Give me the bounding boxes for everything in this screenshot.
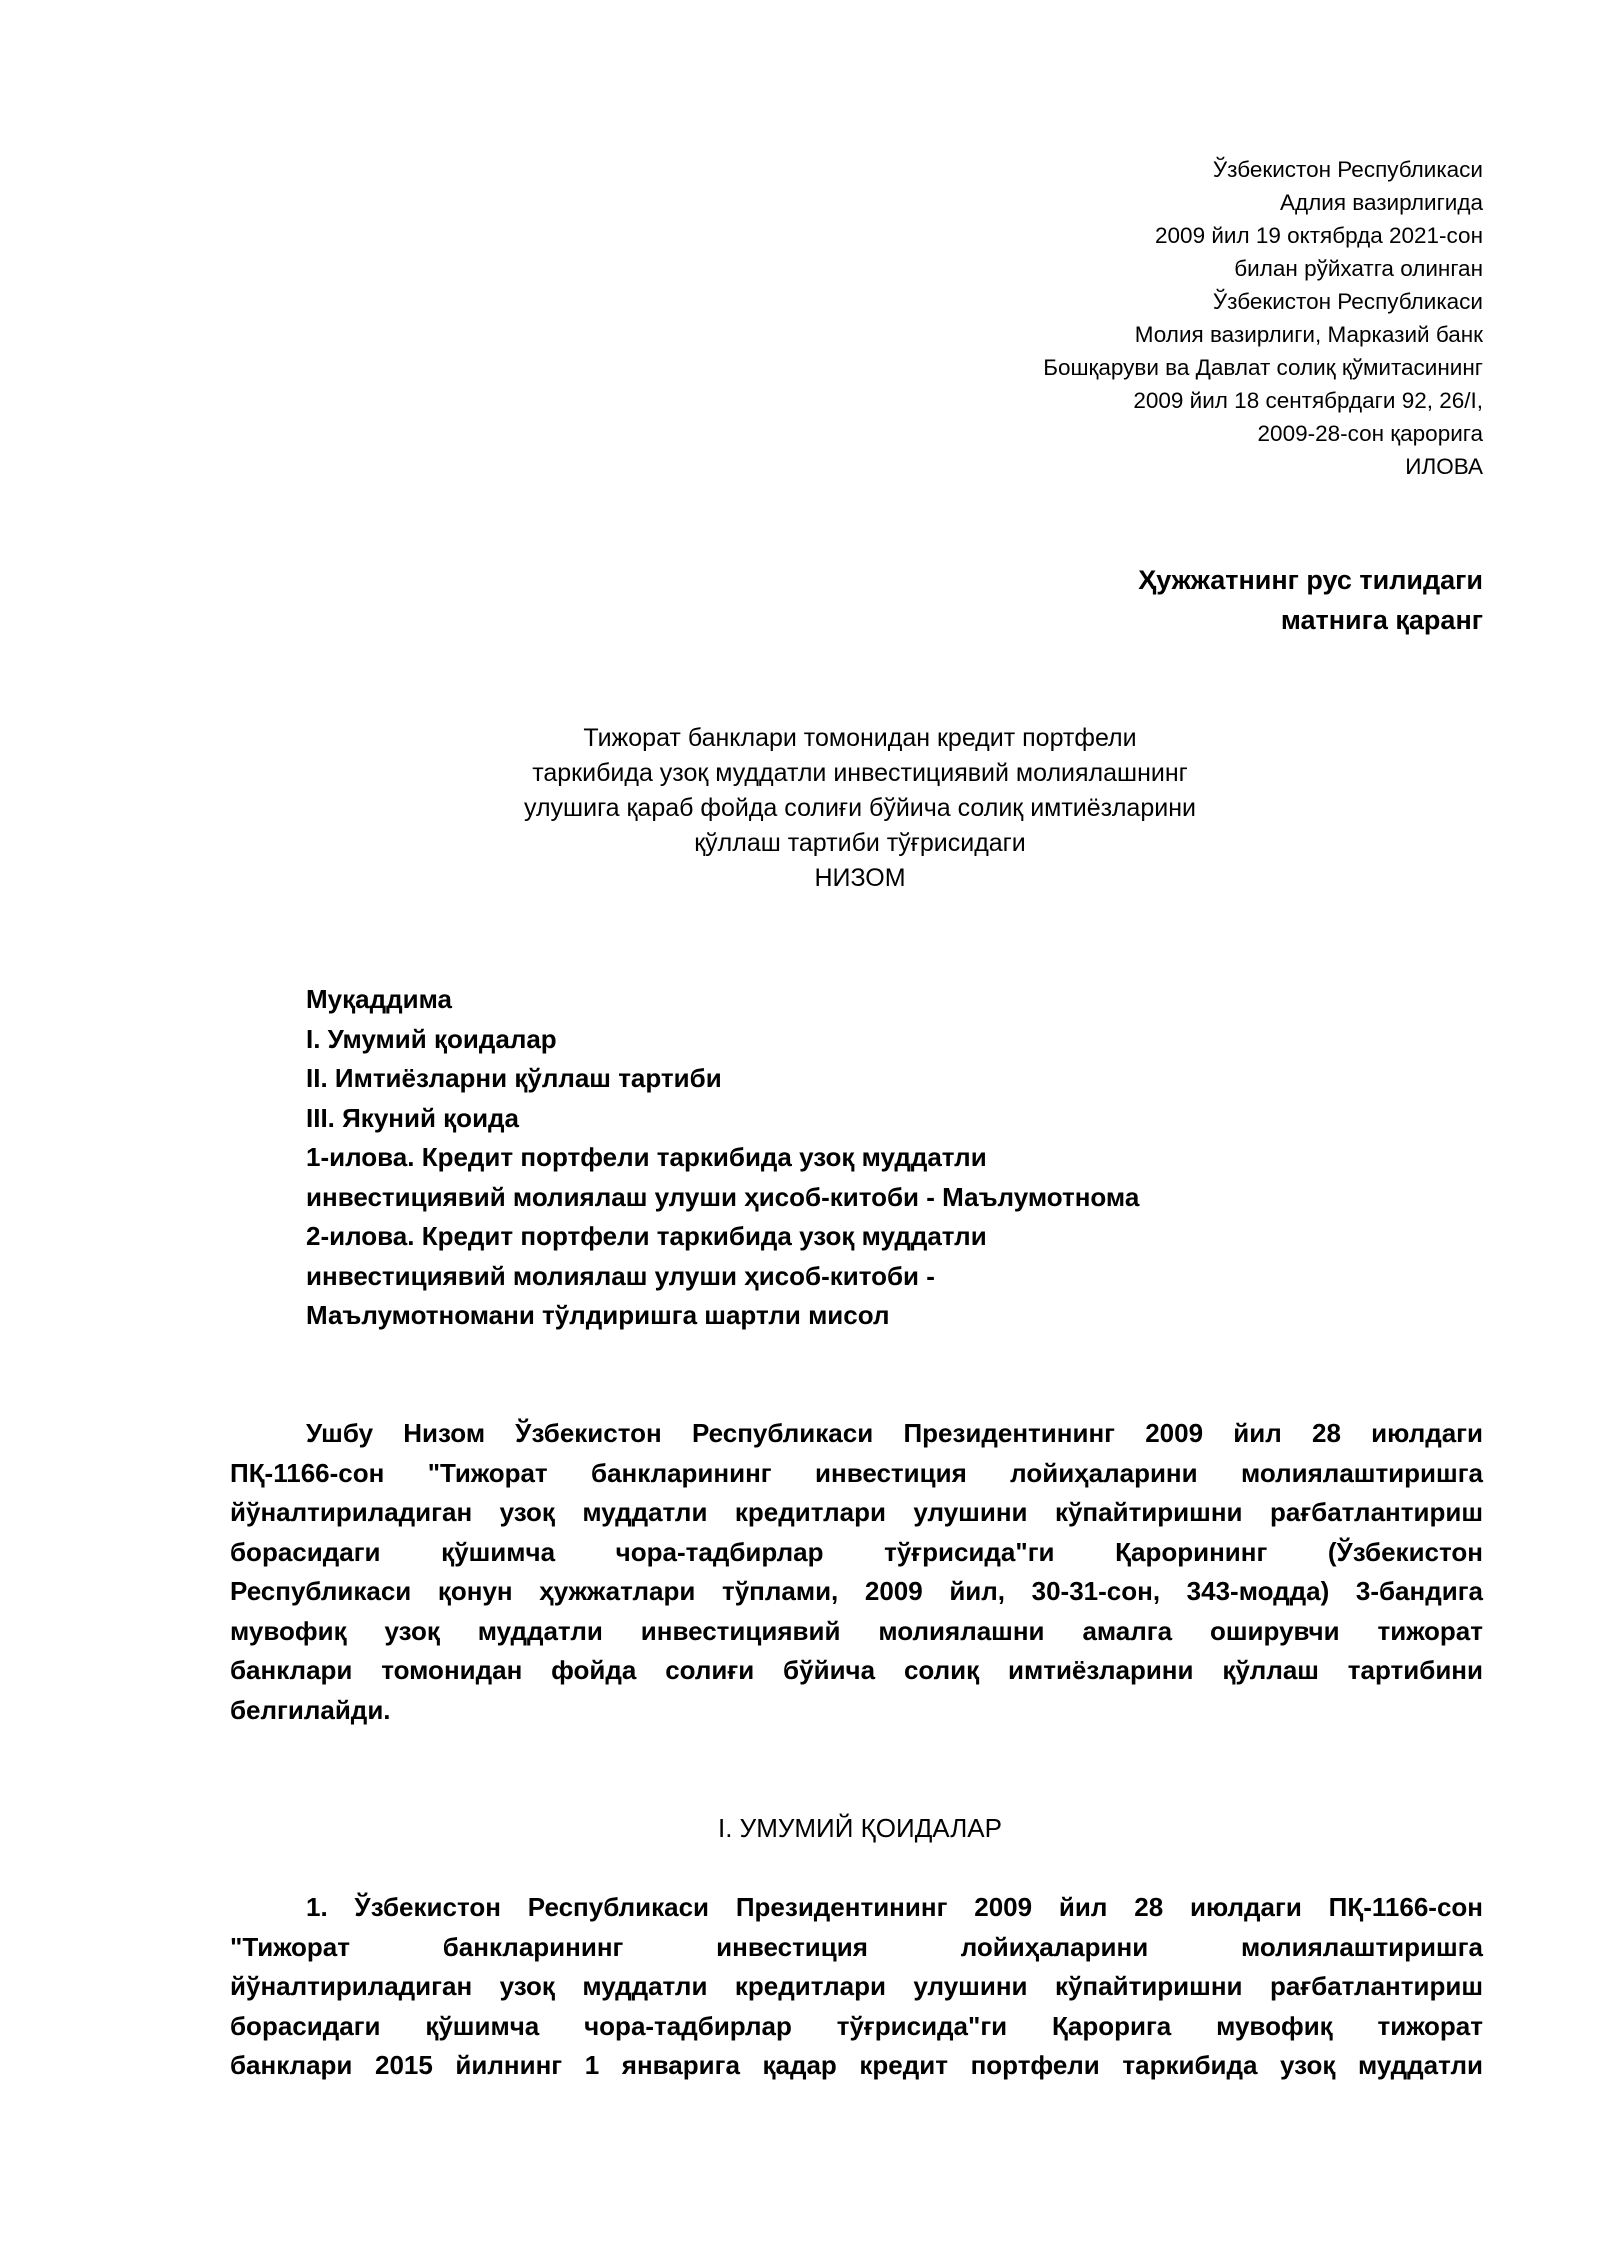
registration-line: ИЛОВА: [1405, 454, 1483, 479]
registration-line: 2009 йил 18 сентябрдаги 92, 26/I,: [1133, 388, 1483, 413]
preamble-line: ПҚ-1166-сон "Тижорат банкларининг инвестиция лойиҳаларини молиялаштиришга: [230, 1457, 1483, 1488]
toc-item[interactable]: III. Якуний қоида: [306, 1102, 520, 1133]
preamble-line: Ушбу Низом Ўзбекистон Республикаси Президентининг 2009 йил 28 июлдаги: [306, 1418, 1483, 1448]
point-1-line: "Тижорат банкларининг инвестиция лойиҳаларини молиялаштиришга: [230, 1931, 1483, 1962]
registration-line: Бошқаруви ва Давлат солиқ қўмитасининг: [1043, 355, 1483, 380]
registration-line: 2009-28-сон қарорига: [1257, 421, 1483, 446]
point-1-line: борасидаги қўшимча чора-тадбирлар тўғрисида"ги Қарорига мувофиқ тижорат: [230, 2010, 1483, 2041]
toc-item[interactable]: 1-илова. Кредит портфели таркибида узоқ муддатли: [306, 1142, 987, 1172]
preamble-line: Республикаси қонун ҳужжатлари тўплами, 2009 йил, 30-31-сон, 343-модда) 3-бандига: [230, 1576, 1483, 1606]
toc-item[interactable]: инвестициявий молиялаш улуши ҳисоб-китоби - Маълумотнома: [306, 1181, 1140, 1212]
point-1-line: 1. Ўзбекистон Республикаси Президентининг 2009 йил 28 июлдаги ПҚ-1166-сон: [306, 1892, 1483, 1922]
toc-item[interactable]: II. Имтиёзларни қўллаш тартиби: [306, 1063, 722, 1093]
preamble-line: белгилайди.: [230, 1694, 391, 1725]
toc-item[interactable]: 2-илова. Кредит портфели таркибида узоқ муддатли: [306, 1221, 987, 1251]
title-line: НИЗОМ: [814, 864, 906, 892]
preamble-line: банклари томонидан фойда солиғи бўйича солиқ имтиёзларини қўллаш тартибини: [230, 1655, 1483, 1685]
preamble-line: мувофиқ узоқ муддатли инвестициявий молиялашни амалга оширувчи тижорат: [230, 1615, 1483, 1646]
registration-line: Адлия вазирлигида: [1280, 190, 1483, 215]
russian-notice-line: Ҳужжатнинг рус тилидаги: [1138, 565, 1483, 595]
registration-line: Молия вазирлиги, Марказий банк: [1134, 322, 1483, 347]
registration-line: 2009 йил 19 октябрда 2021-сон: [1155, 223, 1483, 248]
toc-item[interactable]: Муқаддима: [306, 984, 452, 1014]
toc-item[interactable]: Маълумотномани тўлдиришга шартли мисол: [306, 1300, 890, 1330]
registration-line: Ўзбекистон Республикаси: [1212, 157, 1483, 182]
preamble-line: йўналтириладиган узоқ муддатли кредитлари улушини кўпайтиришни рағбатлантириш: [230, 1497, 1483, 1527]
title-line: таркибида узоқ муддатли инвестициявий молиялашнинг: [532, 759, 1188, 787]
table-of-contents: [306, 980, 1306, 1336]
point-1-line: йўналтириладиган узоқ муддатли кредитлари улушини кўпайтиришни рағбатлантириш: [230, 1971, 1483, 2001]
russian-text-notice: [783, 560, 1483, 640]
russian-notice-line: матнига қаранг: [1280, 605, 1483, 635]
toc-item[interactable]: инвестициявий молиялаш улуши ҳисоб-китоби -: [306, 1260, 935, 1291]
registration-line: билан рўйхатга олинган: [1234, 256, 1483, 281]
point-1-paragraph: [230, 1888, 1483, 2086]
section-heading: I. УМУМИЙ ҚОИДАЛАР: [718, 1813, 1002, 1843]
title-line: Тижорат банклари томонидан кредит портфели: [583, 724, 1137, 752]
registration-line: Ўзбекистон Республикаси: [1212, 289, 1483, 314]
title-line: қўллаш тартиби тўғрисидаги: [694, 829, 1026, 857]
registration-block: [783, 153, 1483, 483]
preamble-paragraph: [230, 1414, 1483, 1730]
document-title: [240, 721, 1480, 896]
title-line: улушига қараб фойда солиғи бўйича солиқ имтиёзларини: [524, 794, 1196, 822]
point-1-line: банклари 2015 йилнинг 1 январига қадар кредит портфели таркибида узоқ муддатли: [230, 2050, 1483, 2080]
preamble-line: борасидаги қўшимча чора-тадбирлар тўғрисида"ги Қарорининг (Ўзбекистон: [230, 1536, 1483, 1567]
toc-item[interactable]: I. Умумий қоидалар: [306, 1023, 557, 1054]
